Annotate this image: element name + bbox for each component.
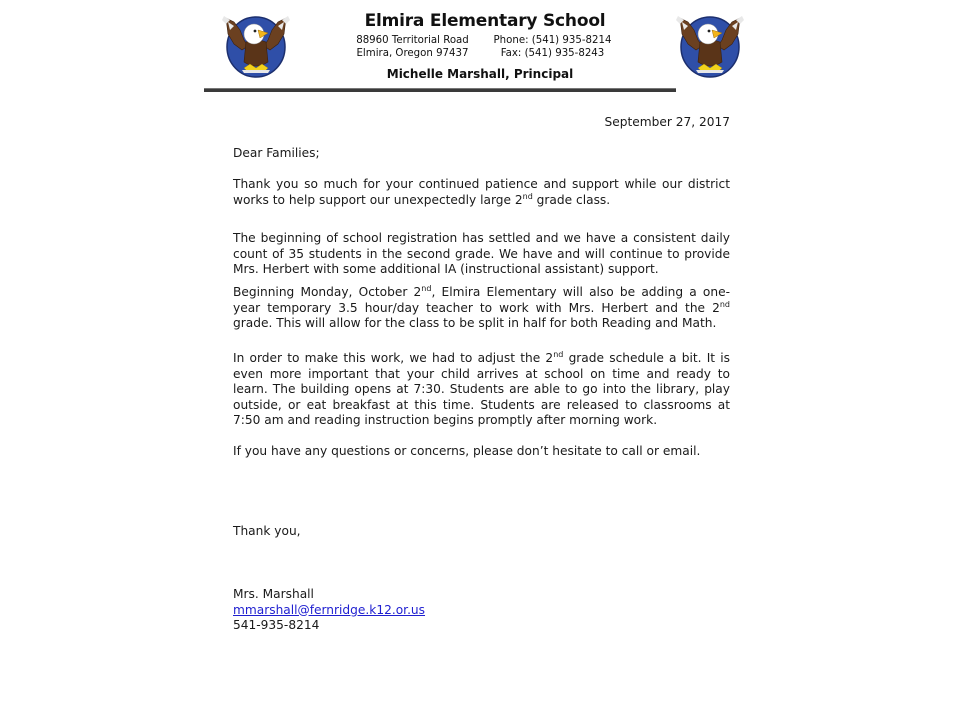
paragraph-5: If you have any questions or concerns, please don’t hesitate to call or email.: [233, 444, 701, 458]
school-name: Elmira Elementary School: [364, 11, 606, 31]
letter-date: September 27, 2017: [604, 115, 730, 129]
paragraph-text: grade schedule a bit. It is even more important that your child arrives at school on time and ready to learn. The building opens at 7:30. Students are able to go into the library, play outside, or eat breakfast at this time. Students are released to classrooms at 7:50 am and reading instruction begins promptly after morning work.: [233, 351, 731, 427]
address-line-1: 88960 Territorial Road: [356, 35, 469, 46]
paragraph-text: Beginning Monday, October 2: [233, 285, 422, 299]
closing: Thank you,: [233, 524, 301, 538]
eagle-mascot-icon: [214, 10, 298, 82]
email-link[interactable]: mmarshall@fernridge.k12.or.us: [233, 602, 426, 617]
ordinal-suffix: nd: [522, 191, 533, 201]
ordinal-suffix: nd: [719, 299, 730, 309]
signer-name: Mrs. Marshall: [233, 587, 314, 601]
paragraph-3: [233, 285, 730, 332]
paragraph-text: grade. This will allow for the class to be split in half for both Reading and Math.: [233, 316, 717, 330]
eagle-mascot-icon: [668, 10, 752, 82]
letterhead: [0, 0, 960, 100]
contact-info: [345, 34, 635, 60]
paragraph-text: grade class.: [532, 192, 611, 207]
principal-name: Michelle Marshall, Principal: [386, 67, 574, 81]
header-divider: [204, 88, 676, 92]
fax-number: Fax: (541) 935-8243: [500, 48, 605, 59]
paragraph-text: Thank you so much for your continued patience and support while our district works to help support our unexpectedly large 2: [233, 177, 730, 207]
paragraph-2: The beginning of school registration has settled and we have a consistent daily count of 35 students in the second grade. We have and will continue to provide Mrs. Herbert with some additional IA (instructional assistant) support.: [233, 231, 730, 276]
signature-block: [233, 587, 425, 634]
address-line-2: Elmira, Oregon 97437: [356, 48, 469, 59]
ordinal-suffix: nd: [553, 349, 564, 359]
ordinal-suffix: nd: [421, 283, 432, 293]
paragraph-text: In order to make this work, we had to adjust the 2: [233, 351, 554, 365]
paragraph-4: [233, 351, 730, 429]
paragraph-1: [233, 177, 730, 208]
salutation: Dear Families;: [233, 146, 320, 160]
phone-number: Phone: (541) 935-8214: [493, 35, 612, 46]
paragraph-text: , Elmira Elementary will also be adding a one-year temporary 3.5 hour/day teacher to work with Mrs. Herbert and the 2: [233, 285, 730, 315]
signer-phone: 541-935-8214: [233, 618, 320, 632]
